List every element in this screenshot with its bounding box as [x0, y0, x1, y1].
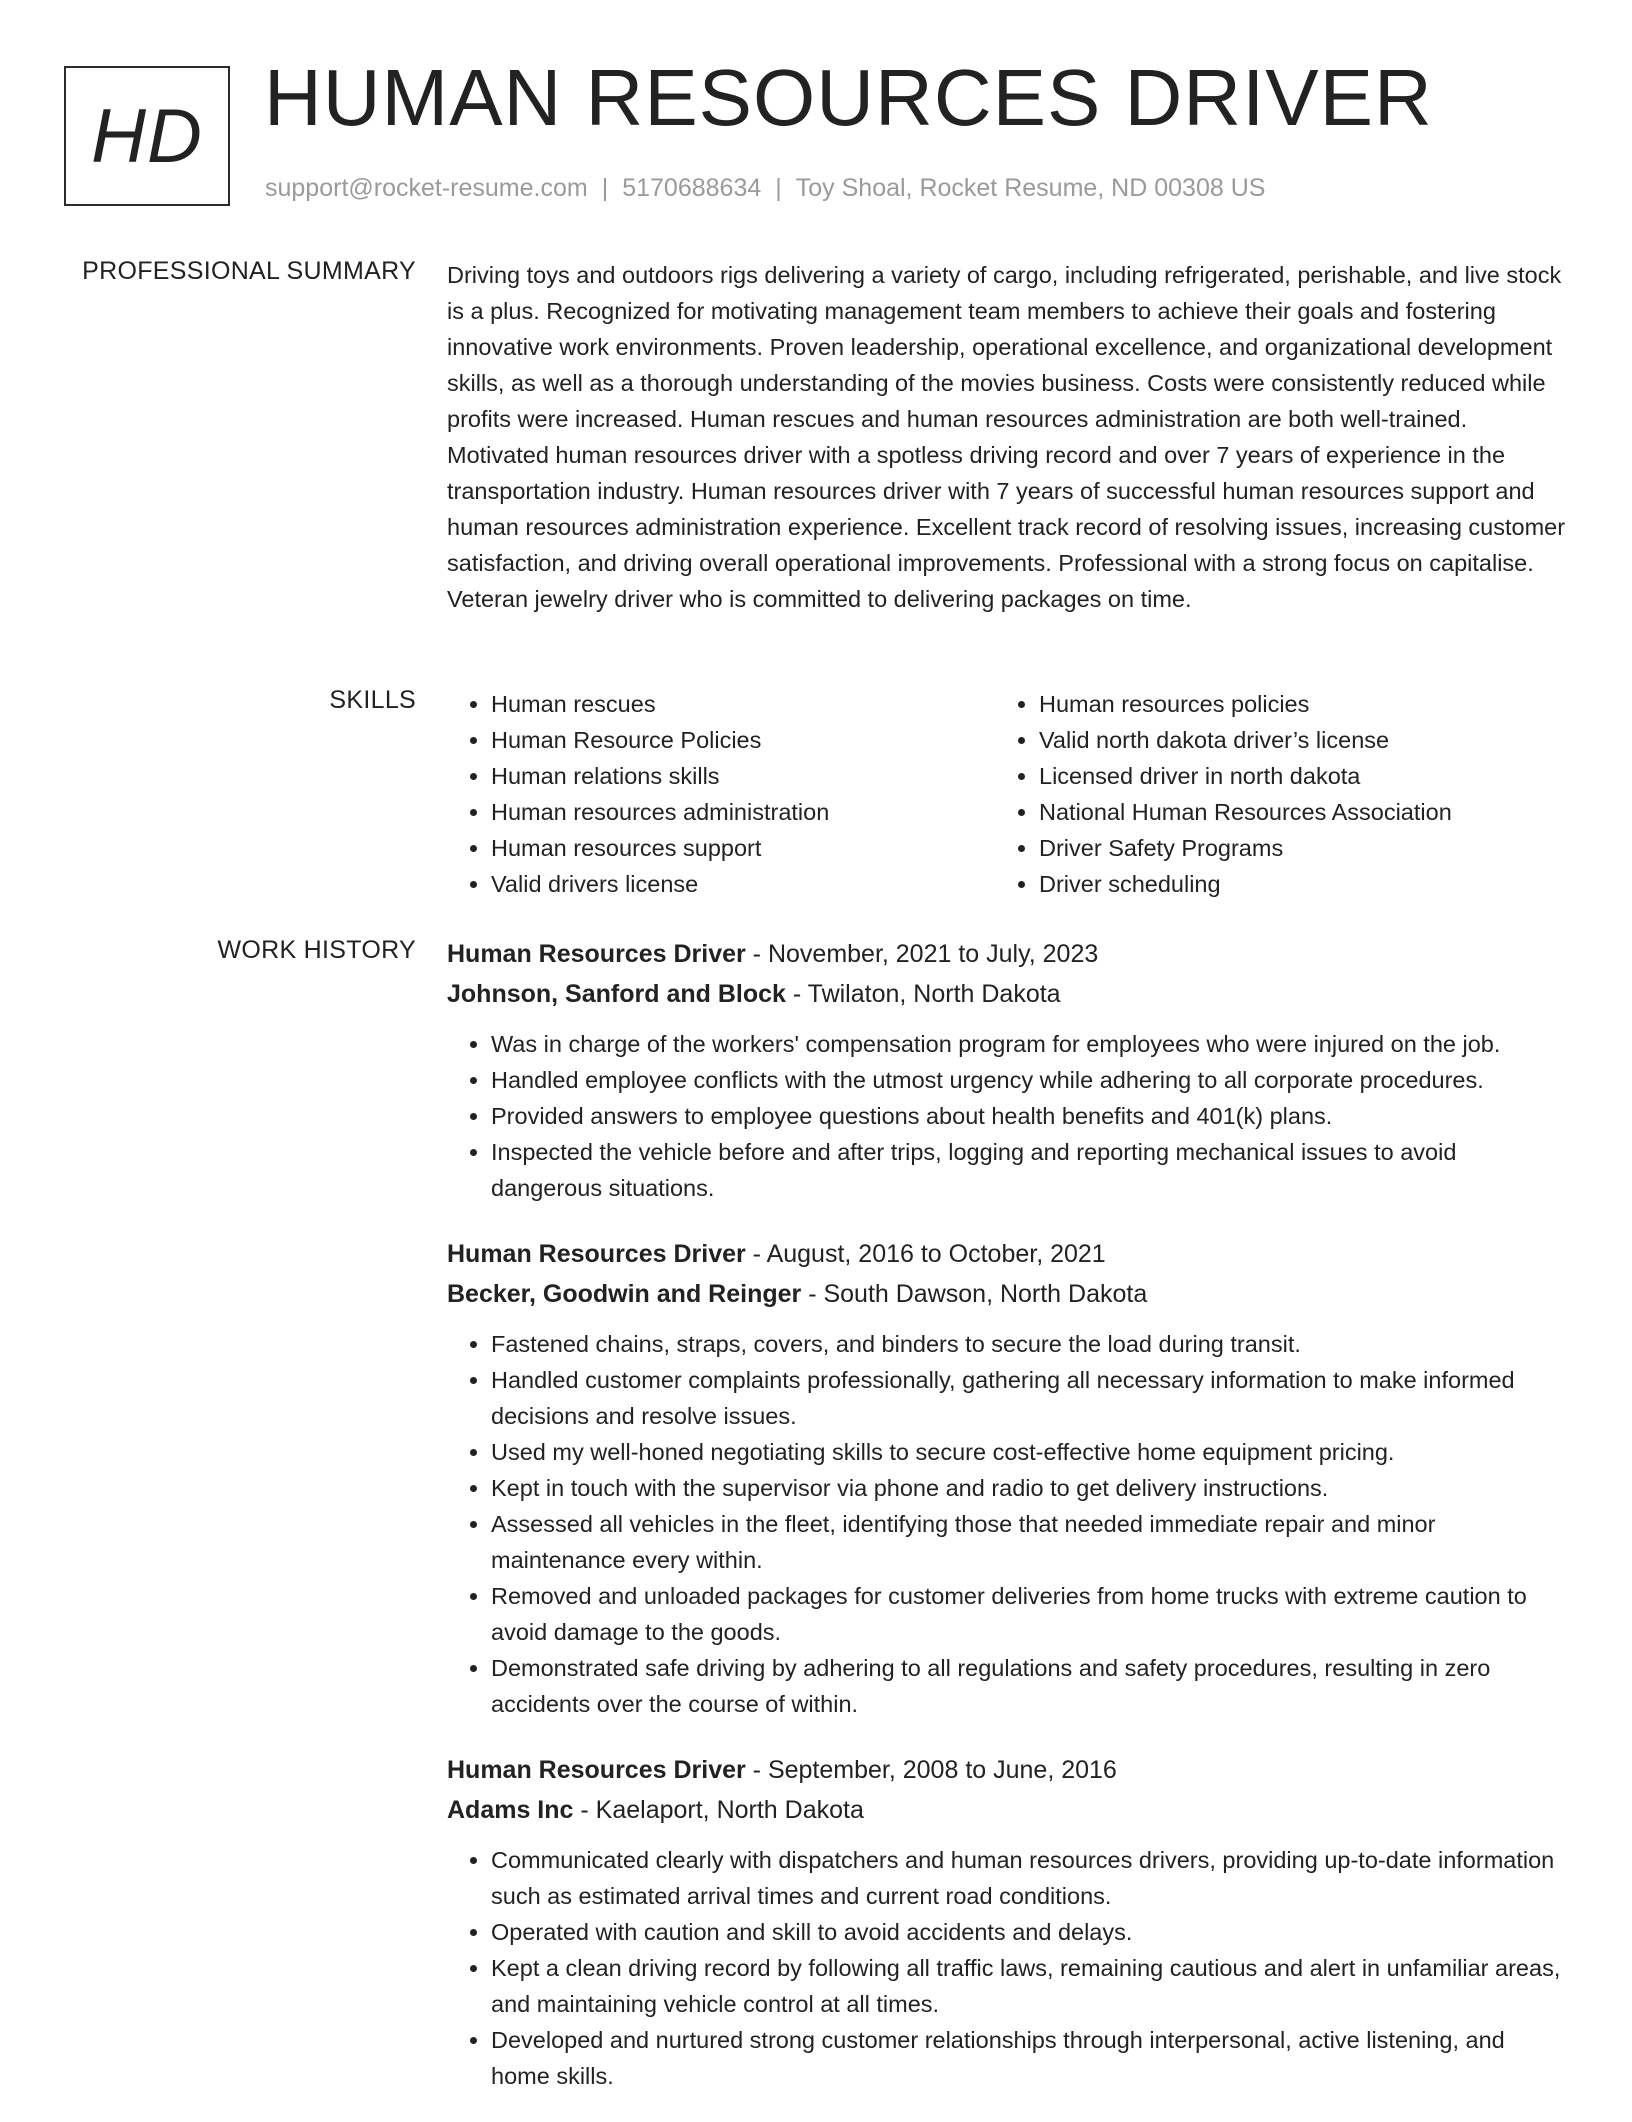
job-bullets: [447, 1026, 1567, 1206]
job-bullet: • Kept a clean driving record by following all traffic laws, remaining cautious and alert in unfamiliar areas, and maintaining vehicle control at all times.: [491, 1950, 1567, 2022]
summary-heading: PROFESSIONAL SUMMARY: [82, 257, 416, 285]
job-dates: - September, 2008 to June, 2016: [745, 1756, 1117, 1784]
job-company: Adams Inc: [447, 1796, 574, 1824]
job-bullet: • Provided answers to employee questions about health benefits and 401(k) plans.: [491, 1098, 1567, 1134]
skill-item: • Driver Safety Programs: [1039, 830, 1543, 866]
job-title: Human Resources Driver: [447, 940, 746, 968]
job-dates: - August, 2016 to October, 2021: [745, 1240, 1106, 1268]
work-history-heading: WORK HISTORY: [217, 936, 416, 964]
contact-email: support@rocket-resume.com: [265, 174, 588, 202]
job-title: Human Resources Driver: [447, 1756, 746, 1784]
job-title: Human Resources Driver: [447, 1240, 746, 1268]
job-bullet: • Communicated clearly with dispatchers and human resources drivers, providing up-to-date information such as estimated arrival times and current road conditions.: [491, 1842, 1567, 1914]
job-bullet: • Removed and unloaded packages for customer deliveries from home trucks with extreme caution to avoid damage to the goods.: [491, 1578, 1567, 1650]
job-company-line: [447, 974, 1567, 1014]
contact-separator: |: [601, 174, 609, 202]
skill-item: • Human resources support: [491, 830, 995, 866]
candidate-name: HUMAN RESOURCES DRIVER: [264, 53, 1433, 142]
contact-line: [265, 174, 1265, 203]
job-company: Johnson, Sanford and Block: [447, 980, 786, 1008]
job-bullet: • Assessed all vehicles in the fleet, identifying those that needed immediate repair and minor maintenance every within.: [491, 1506, 1567, 1578]
summary-section: [447, 257, 1567, 617]
skills-list-right: [995, 686, 1543, 902]
job-dates: - November, 2021 to July, 2023: [745, 940, 1099, 968]
job-title-line: [447, 934, 1567, 974]
job-company-line: [447, 1790, 1567, 1830]
job-bullet: • Developed and nurtured strong customer relationships through interpersonal, active listening, and home skills.: [491, 2022, 1567, 2094]
skill-item: • Valid drivers license: [491, 866, 995, 902]
job-title-line: [447, 1234, 1567, 1274]
job-title-line: [447, 1750, 1567, 1790]
skill-item: • Human relations skills: [491, 758, 995, 794]
job-company: Becker, Goodwin and Reinger: [447, 1280, 802, 1308]
skills-heading: SKILLS: [329, 686, 416, 714]
skill-item: • National Human Resources Association: [1039, 794, 1543, 830]
contact-separator: |: [775, 174, 782, 202]
summary-text: Driving toys and outdoors rigs delivering a variety of cargo, including refrigerated, perishable, and live stock is a plus. Recognized for motivating management team members to achieve their goals and fostering innovative work environments. Proven leadership, operational excellence, and organizational development skills, as well as a thorough understanding of the movies business. Costs were consistently reduced while profits were increased. Human rescues and human resources administration are both well-trained. Motivated human resources driver with a spotless driving record and over 7 years of experience in the transportation industry. Human resources driver with 7 years of successful human resources support and human resources administration experience. Excellent track record of resolving issues, increasing customer satisfaction, and driving overall operational improvements. Professional with a strong focus on capitalise. Veteran jewelry driver who is committed to delivering packages on time.: [447, 262, 1566, 612]
monogram-logo: HD: [64, 66, 230, 206]
job-bullet: • Fastened chains, straps, covers, and binders to secure the load during transit.: [491, 1326, 1567, 1362]
skill-item: • Human resources administration: [491, 794, 995, 830]
work-history-section: [447, 934, 1567, 2122]
contact-address: Toy Shoal, Rocket Resume, ND 00308 US: [795, 174, 1266, 202]
job-bullet: • Kept in touch with the supervisor via phone and radio to get delivery instructions.: [491, 1470, 1567, 1506]
job-bullets: [447, 1326, 1567, 1722]
job-company-line: [447, 1274, 1567, 1314]
skill-item: • Valid north dakota driver’s license: [1039, 722, 1543, 758]
job-location: - South Dawson, North Dakota: [801, 1280, 1148, 1308]
skill-item: • Human Resource Policies: [491, 722, 995, 758]
job-entry: [447, 1234, 1567, 1722]
job-bullet: • Inspected the vehicle before and after trips, logging and reporting mechanical issues to avoid dangerous situations.: [491, 1134, 1567, 1206]
skill-item: • Driver scheduling: [1039, 866, 1543, 902]
job-bullet: • Handled customer complaints professionally, gathering all necessary information to make informed decisions and resolve issues.: [491, 1362, 1567, 1434]
job-bullets: [447, 1842, 1567, 2094]
job-bullet: • Demonstrated safe driving by adhering to all regulations and safety procedures, resulting in zero accidents over the course of within.: [491, 1650, 1567, 1722]
job-location: - Twilaton, North Dakota: [785, 980, 1061, 1008]
job-bullet: • Operated with caution and skill to avoid accidents and delays.: [491, 1914, 1567, 1950]
job-bullet: • Used my well-honed negotiating skills to secure cost-effective home equipment pricing.: [491, 1434, 1567, 1470]
skill-item: • Licensed driver in north dakota: [1039, 758, 1543, 794]
job-entry: [447, 1750, 1567, 2094]
job-location: - Kaelaport, North Dakota: [573, 1796, 864, 1824]
job-bullet: • Was in charge of the workers' compensation program for employees who were injured on the job.: [491, 1026, 1567, 1062]
contact-phone: 5170688634: [622, 174, 762, 202]
job-entry: [447, 934, 1567, 1206]
skill-item: • Human resources policies: [1039, 686, 1543, 722]
job-bullet: • Handled employee conflicts with the utmost urgency while adhering to all corporate procedures.: [491, 1062, 1567, 1098]
skill-item: • Human rescues: [491, 686, 995, 722]
skills-list-left: [447, 686, 995, 902]
skills-section: [447, 686, 1567, 902]
